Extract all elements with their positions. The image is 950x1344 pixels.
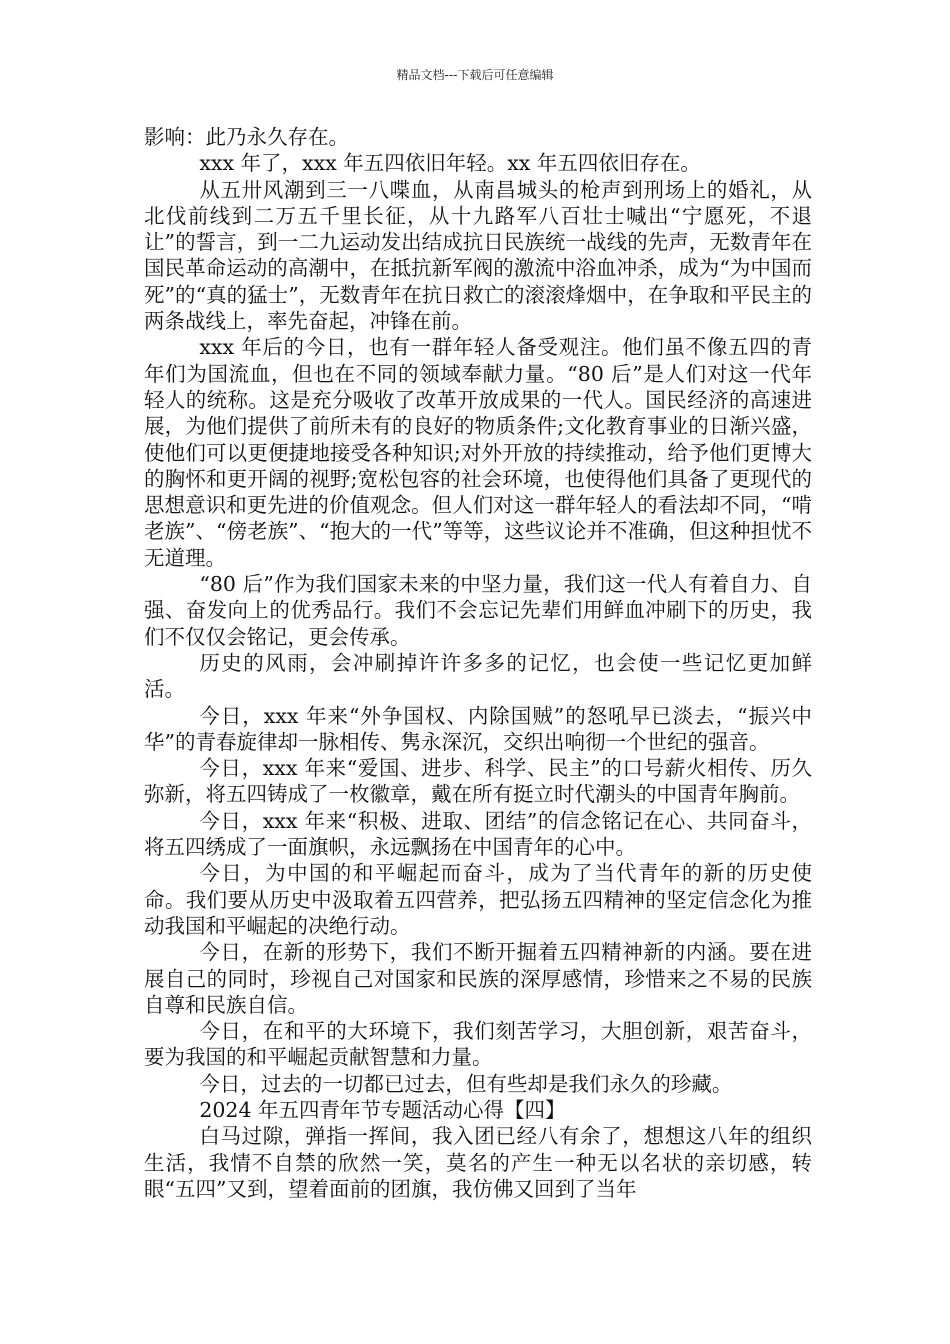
paragraph: 今日，在和平的大环境下，我们刻苦学习，大胆创新，艰苦奋斗，要为我国的和平崛起贡献智慧和力量。 [144, 1019, 812, 1070]
paragraph: 今日，xxx 年来“爱国、进步、科学、民主”的口号薪火相传、历久弥新，将五四铸成了一枚徽章，戴在所有挺立时代潮头的中国青年胸前。 [144, 756, 812, 807]
paragraph: “80 后”作为我们国家未来的中坚力量，我们这一代人有着自力、自强、奋发向上的优秀品行。我们不会忘记先辈们用鲜血冲刷下的历史，我们不仅仅会铭记，更会传承。 [144, 572, 812, 649]
paragraph: 今日，xxx 年来“外争国权、内除国贼”的怒吼早已淡去，“振兴中华”的青春旋律却一脉相传、隽永深沉，交织出响彻一个世纪的强音。 [144, 703, 812, 754]
paragraph: 2024 年五四青年节专题活动心得【四】 [199, 1097, 566, 1122]
paragraph: 今日，为中国的和平崛起而奋斗，成为了当代青年的新的历史使命。我们要从历史中汲取着五四营养，把弘扬五四精神的坚定信念化为推动我国和平崛起的决绝行动。 [144, 861, 812, 938]
paragraph: 今日，xxx 年来“积极、进取、团结”的信念铭记在心、共同奋斗，将五四绣成了一面旗帜，永远飘扬在中国青年的心中。 [144, 808, 812, 860]
paragraph: 今日，过去的一切都已过去，但有些却是我们永久的珍藏。 [199, 1071, 733, 1096]
paragraph: 今日，在新的形势下，我们不断开掘着五四精神新的内涵。要在进展自己的同时，珍视自己对国家和民族的深厚感情，珍惜来之不易的民族自尊和民族自信。 [144, 940, 812, 1017]
paragraph: 历史的风雨，会冲刷掉许许多多的记忆，也会使一些记忆更加鲜活。 [144, 650, 812, 702]
paragraph: 影响：此乃永久存在。 [144, 125, 349, 149]
document-body [144, 124, 812, 1202]
paragraph: 白马过隙，弹指一挥间，我入团已经八有余了，想想这八年的组织生活，我情不自禁的欣然一笑，莫名的产生一种无以名状的亲切感，转眼“五四”又到，望着面前的团旗，我仿佛又回到了当年 [144, 1124, 812, 1201]
page-header: 精品文档---下载后可任意编辑 [396, 68, 554, 82]
paragraph: xxx 年后的今日，也有一群年轻人备受观注。他们虽不像五四的青年们为国流血，但也在不同的领域奉献力量。“80 后”是人们对这一代年轻人的统称。这是充分吸收了改革开放成果的一代人。国民经济的高速进展，为他们提供了前所未有的良好的物质条件;文化教育事业的日渐兴盛，使他们可以更便捷地接受各种知识;对外开放的持续推动，给予他们更博大的胸怀和更开阔的视野;宽松包容的社会环境，也使得他们具备了更现代的思想意识和更先进的价值观念。但人们对这一群年轻人的看法却不同，“啃老族”、“傍老族”、“抱大的一代”等等，这些议论并不准确，但这种担忧不无道理。 [144, 335, 812, 570]
paragraph: 从五卅风潮到三一八喋血，从南昌城头的枪声到刑场上的婚礼，从北伐前线到二万五千里长征，从十九路军八百壮士喊出“宁愿死，不退让”的誓言，到一二九运动发出结成抗日民族统一战线的先声，无数青年在国民革命运动的高潮中，在抵抗新军阀的激流中浴血冲杀，成为“为中国而死”的“真的猛士”，无数青年在抗日救亡的滚滚烽烟中，在争取和平民主的两条战线上，率先奋起，冲锋在前。 [144, 177, 812, 334]
paragraph: xxx 年了，xxx 年五四依旧年轻。xx 年五四依旧存在。 [199, 151, 701, 176]
